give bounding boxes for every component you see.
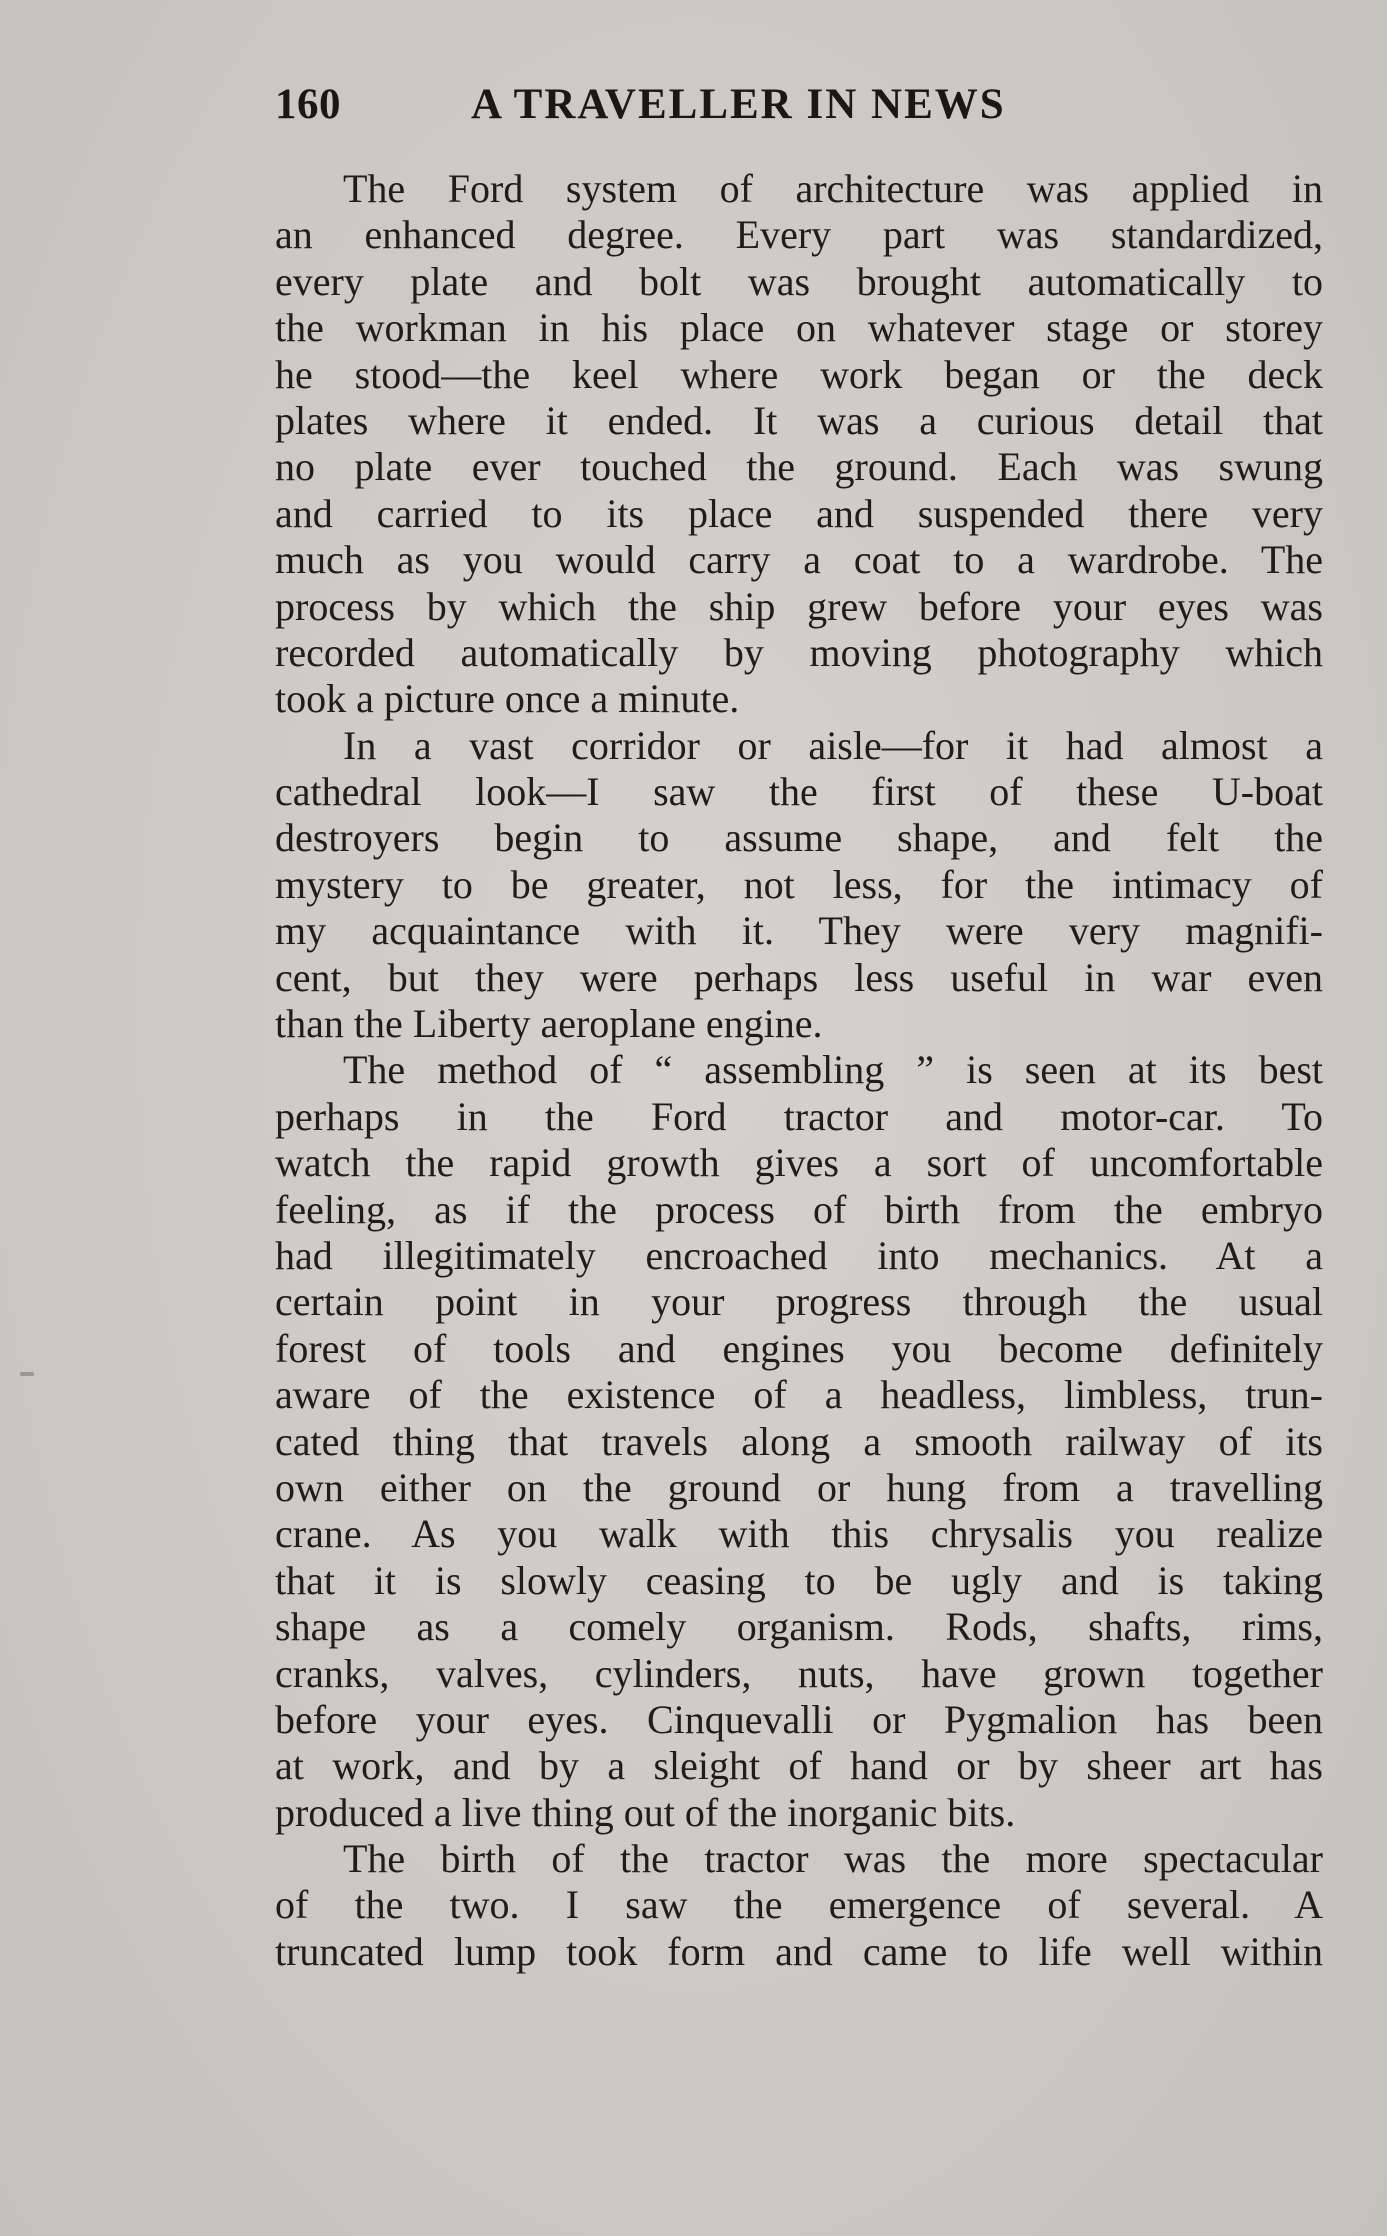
text-line: much as you would carry a coat to a wardrobe. The	[275, 537, 1323, 583]
text-line: cent, but they were perhaps less useful in war even	[275, 954, 1323, 1000]
text-line: and carried to its place and suspended there very	[275, 490, 1323, 536]
text-line: recorded automatically by moving photography which	[275, 629, 1323, 675]
text-line: perhaps in the Ford tractor and motor-car. To	[275, 1093, 1323, 1139]
text-line: certain point in your progress through the usual	[275, 1279, 1323, 1325]
text-line: no plate ever touched the ground. Each was swung	[275, 444, 1323, 490]
paragraph	[275, 166, 1323, 723]
text-line: aware of the existence of a headless, limbless, trun-	[275, 1372, 1323, 1418]
text-line: at work, and by a sleight of hand or by sheer art has	[275, 1743, 1323, 1789]
book-title: A TRAVELLER IN NEWS	[471, 81, 1006, 128]
text-line: destroyers begin to assume shape, and felt the	[275, 815, 1323, 861]
text-line: than the Liberty aeroplane engine.	[275, 1001, 823, 1047]
paragraph	[275, 723, 1323, 1048]
text-line: process by which the ship grew before your eyes was	[275, 583, 1323, 629]
text-line: crane. As you walk with this chrysalis you realize	[275, 1511, 1323, 1557]
text-line: the workman in his place on whatever stage or storey	[275, 305, 1323, 351]
text-line: feeling, as if the process of birth from the embryo	[275, 1186, 1323, 1232]
margin-mark	[20, 1372, 34, 1376]
text-line: mystery to be greater, not less, for the intimacy of	[275, 861, 1323, 907]
page-number: 160	[275, 81, 341, 128]
text-line: every plate and bolt was brought automatically to	[275, 258, 1323, 304]
text-line: of the two. I saw the emergence of several. A	[275, 1882, 1323, 1928]
text-line: forest of tools and engines you become definitely	[275, 1325, 1323, 1371]
text-line: before your eyes. Cinquevalli or Pygmalion has been	[275, 1696, 1323, 1742]
text-line: produced a live thing out of the inorganic bits.	[275, 1789, 1016, 1835]
text-line: he stood—the keel where work began or the deck	[275, 351, 1323, 397]
text-line: The Ford system of architecture was applied in	[343, 166, 1323, 211]
text-line: had illegitimately encroached into mechanics. At a	[275, 1232, 1323, 1278]
text-line: cathedral look—I saw the first of these U-boat	[275, 769, 1323, 815]
paragraph	[275, 1047, 1323, 1836]
text-line: truncated lump took form and came to life well within	[275, 1928, 1323, 1974]
body-text	[275, 166, 1323, 1975]
text-line: The method of “ assembling ” is seen at its best	[343, 1047, 1323, 1093]
text-line: The birth of the tractor was the more spectacular	[343, 1836, 1323, 1882]
paragraph	[275, 1836, 1323, 1975]
text-line: In a vast corridor or aisle—for it had almost a	[343, 722, 1323, 768]
text-line: shape as a comely organism. Rods, shafts, rims,	[275, 1604, 1323, 1650]
text-line: that it is slowly ceasing to be ugly and is taking	[275, 1557, 1323, 1603]
text-line: own either on the ground or hung from a travelling	[275, 1464, 1323, 1510]
text-line: watch the rapid growth gives a sort of uncomfortable	[275, 1140, 1323, 1186]
text-line: my acquaintance with it. They were very magnifi-	[275, 908, 1323, 954]
running-head	[275, 80, 1135, 140]
text-line: plates where it ended. It was a curious detail that	[275, 397, 1323, 443]
text-line: took a picture once a minute.	[275, 676, 740, 722]
text-line: an enhanced degree. Every part was standardized,	[275, 212, 1323, 258]
text-line: cated thing that travels along a smooth railway of its	[275, 1418, 1323, 1464]
text-line: cranks, valves, cylinders, nuts, have grown together	[275, 1650, 1323, 1696]
